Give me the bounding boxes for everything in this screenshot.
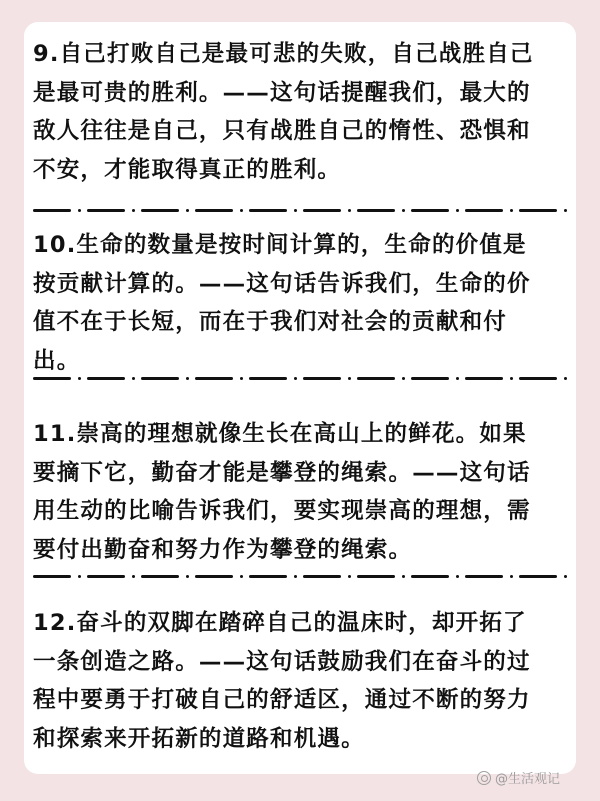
divider-dash bbox=[519, 209, 557, 212]
divider-dot bbox=[564, 209, 567, 212]
divider-dot bbox=[348, 377, 351, 380]
divider-dot bbox=[132, 575, 135, 578]
divider-dash bbox=[33, 575, 71, 578]
divider-dot bbox=[564, 377, 567, 380]
quote-paragraph-11: 11.崇高的理想就像生长在高山上的鲜花。如果 要摘下它，勤奋才能是攀登的绳索。——这句话 用生动的比喻告诉我们，要实现崇高的理想，需 要付出勤奋和努力作为攀登的绳索。 bbox=[33, 421, 531, 563]
divider-dot bbox=[78, 209, 81, 212]
watermark-logo-icon bbox=[477, 771, 491, 785]
divider-dash bbox=[303, 575, 341, 578]
divider-dot bbox=[348, 575, 351, 578]
divider-dot bbox=[240, 575, 243, 578]
divider-dash bbox=[411, 575, 449, 578]
divider-dash bbox=[249, 209, 287, 212]
divider-dot bbox=[402, 575, 405, 578]
dash-dot-divider bbox=[33, 207, 567, 213]
quote-paragraph-12: 12.奋斗的双脚在踏碎自己的温床时，却开拓了 一条创造之路。——这句话鼓励我们在奋斗的过 程中要勇于打破自己的舒适区，通过不断的努力 和探索来开拓新的道路和机遇。 bbox=[33, 610, 531, 752]
divider-dash bbox=[87, 377, 125, 380]
divider-dot bbox=[510, 575, 513, 578]
divider-dot bbox=[240, 377, 243, 380]
divider-dash bbox=[411, 377, 449, 380]
divider-dash bbox=[357, 377, 395, 380]
divider-dash bbox=[87, 575, 125, 578]
divider-dash bbox=[465, 377, 503, 380]
divider-dash bbox=[357, 209, 395, 212]
divider-dot bbox=[402, 377, 405, 380]
divider-dot bbox=[348, 209, 351, 212]
divider-dot bbox=[186, 209, 189, 212]
divider-dash bbox=[519, 377, 557, 380]
divider-dash bbox=[33, 377, 71, 380]
divider-dash bbox=[87, 209, 125, 212]
dash-dot-divider bbox=[33, 573, 567, 579]
watermark-text: @生活观记 bbox=[494, 772, 560, 787]
divider-dash bbox=[465, 209, 503, 212]
divider-dash bbox=[249, 377, 287, 380]
divider-dot bbox=[240, 209, 243, 212]
divider-dot bbox=[294, 575, 297, 578]
divider-dot bbox=[510, 209, 513, 212]
divider-dash bbox=[303, 377, 341, 380]
divider-dash bbox=[357, 575, 395, 578]
divider-dash bbox=[195, 377, 233, 380]
divider-dot bbox=[294, 209, 297, 212]
divider-dot bbox=[456, 209, 459, 212]
divider-dash bbox=[249, 575, 287, 578]
divider-dash bbox=[519, 575, 557, 578]
quote-paragraph-10: 10.生命的数量是按时间计算的，生命的价值是 按贡献计算的。——这句话告诉我们，生命的价 值不在于长短，而在于我们对社会的贡献和付 出。 bbox=[33, 232, 531, 374]
divider-dash bbox=[141, 209, 179, 212]
divider-dash bbox=[465, 575, 503, 578]
divider-dot bbox=[564, 575, 567, 578]
divider-dot bbox=[294, 377, 297, 380]
divider-dash bbox=[303, 209, 341, 212]
divider-dot bbox=[402, 209, 405, 212]
divider-dot bbox=[186, 377, 189, 380]
divider-dash bbox=[141, 575, 179, 578]
divider-dot bbox=[132, 377, 135, 380]
divider-dot bbox=[78, 575, 81, 578]
divider-dash bbox=[195, 209, 233, 212]
divider-dot bbox=[510, 377, 513, 380]
divider-dash bbox=[195, 575, 233, 578]
divider-dot bbox=[186, 575, 189, 578]
divider-dot bbox=[456, 377, 459, 380]
divider-dot bbox=[456, 575, 459, 578]
watermark bbox=[477, 768, 560, 787]
divider-dash bbox=[33, 209, 71, 212]
divider-dot bbox=[78, 377, 81, 380]
divider-dash bbox=[141, 377, 179, 380]
divider-dash bbox=[411, 209, 449, 212]
quote-paragraph-9: 9.自己打败自己是最可悲的失败，自己战胜自己 是最可贵的胜利。——这句话提醒我们，最大的 敌人往往是自己，只有战胜自己的惰性、恐惧和 不安，才能取得真正的胜利。 bbox=[33, 41, 534, 183]
divider-dot bbox=[132, 209, 135, 212]
dash-dot-divider bbox=[33, 375, 567, 381]
